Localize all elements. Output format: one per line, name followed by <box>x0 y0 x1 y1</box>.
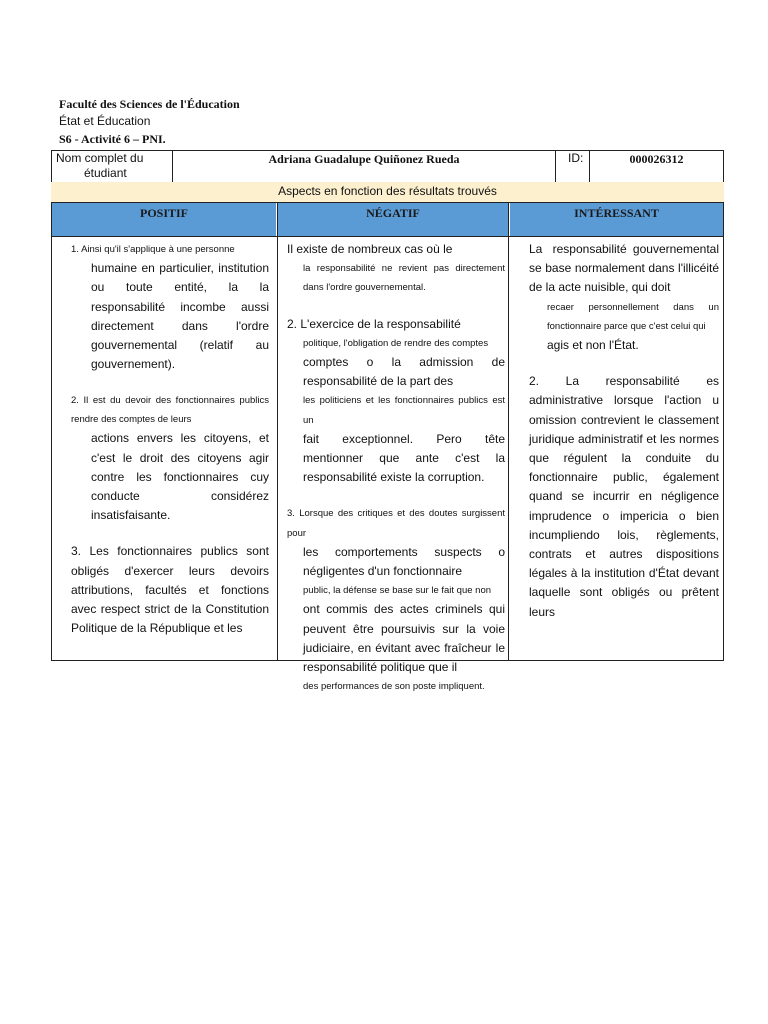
item-number: 2. <box>71 395 79 407</box>
course-title: État et Éducation <box>59 114 151 128</box>
item-small: public, la défense se base sur le fait que non <box>303 585 492 597</box>
item-number: 1. <box>71 244 79 255</box>
item-lead: L'exercice de la responsabilité <box>300 316 461 331</box>
negative-item <box>287 315 505 488</box>
positive-item <box>71 542 269 638</box>
negative-item <box>287 240 505 298</box>
aspects-title: Aspects en fonction des résultats trouvés <box>278 184 497 198</box>
positive-column <box>71 240 269 660</box>
student-name: Adriana Guadalupe Quiñonez Rueda <box>268 152 460 166</box>
name-label <box>56 151 168 181</box>
name-label-line2: étudiant <box>84 166 127 180</box>
item-small: les politiciens et les fonctionnaires publics est un <box>303 395 505 426</box>
item-text: responsabilité gouvernemental se base normalement dans l'illicéité de la acte nuisible, qui doit <box>529 242 719 295</box>
interesting-column <box>529 240 719 660</box>
faculty-title: Faculté des Sciences de l'Éducation <box>59 97 240 111</box>
header-negative-label: NÉGATIF <box>366 206 420 220</box>
positive-item <box>71 391 269 525</box>
item-lead: Ainsi qu'il s'applique à une personne <box>81 244 235 255</box>
negative-column <box>287 240 506 693</box>
item-text: actions envers les citoyens, et c'est le droit des citoyens agir contre les fonctionnaires cuy conducte considérez insatisfaisante. <box>91 431 269 523</box>
item-text: comptes o la admission de responsabilité de la part des <box>303 355 505 389</box>
item-number: La <box>529 242 543 256</box>
header-positive <box>52 203 276 236</box>
interesting-item <box>529 240 719 355</box>
header-negative <box>278 203 508 236</box>
item-text: Les fonctionnaires publics sont obligés d'exercer leurs devoirs attributions, facultés et fonctions avec respect strict de la Constitution Politique de la République et les <box>71 544 269 636</box>
item-text: humaine en particulier, institution ou toute entité, la la responsabilité incombe aussi directement dans l'ordre gouvernemental (relatif au gouvernement). <box>91 261 269 372</box>
pni-table <box>51 150 724 693</box>
item-text: fait exceptionnel. Pero tête mentionner que ante c'est la responsabilité existe la corruption. <box>303 431 505 485</box>
item-text: La responsabilité es administrative lorsque l'action u omission contrevient le classement juridique administratif et les normes que régulent la conduite du fonctionnaire public, également quand se incurrir en négligence imprudence o impericia o bien incumpliendo lois, règlements, contrats et autres dispositions légales à la institution d'État devant laquelle sont obligés ou prêtent leurs <box>529 374 719 619</box>
positive-item <box>71 240 269 374</box>
negative-item <box>287 504 505 696</box>
header-interesting-label: INTÉRESSANT <box>574 206 659 220</box>
name-label-line1: Nom complet du <box>56 151 144 165</box>
item-number: 3. <box>71 544 82 559</box>
item-small: recaer personnellement dans un fonctionnaire parce que c'est celui qui <box>547 301 719 332</box>
item-small: des performances de son poste impliquent. <box>303 681 485 693</box>
aspects-row <box>51 182 724 202</box>
item-text: les comportements suspects o négligentes d'un fonctionnaire <box>303 544 505 579</box>
item-lead: Il est du devoir des fonctionnaires publics rendre des comptes de leurs <box>71 395 269 426</box>
header-interesting <box>510 203 723 236</box>
item-small: politique, l'obligation de rendre des comptes <box>303 337 489 349</box>
item-number: 3. <box>287 508 295 520</box>
item-lead: Il existe de nombreux cas où le <box>287 242 453 256</box>
item-text: agis et non l'État. <box>547 338 639 353</box>
interesting-item <box>529 372 719 622</box>
activity-title: S6 - Activité 6 – PNI. <box>59 132 166 146</box>
item-text: la responsabilité ne revient pas directement dans l'ordre gouvernemental. <box>303 263 505 294</box>
item-number: 2. <box>287 316 298 331</box>
item-text: ont commis des actes criminels qui peuvent être poursuivis sur la voie judiciaire, en évitant avec fraîcheur le responsabilité politique que il <box>303 602 505 675</box>
student-id: 000026312 <box>629 152 684 166</box>
item-lead: Lorsque des critiques et des doutes surgissent pour <box>287 508 506 539</box>
item-number: 2. <box>529 374 540 389</box>
header-positive-label: POSITIF <box>139 206 188 220</box>
id-label: ID: <box>568 151 584 165</box>
